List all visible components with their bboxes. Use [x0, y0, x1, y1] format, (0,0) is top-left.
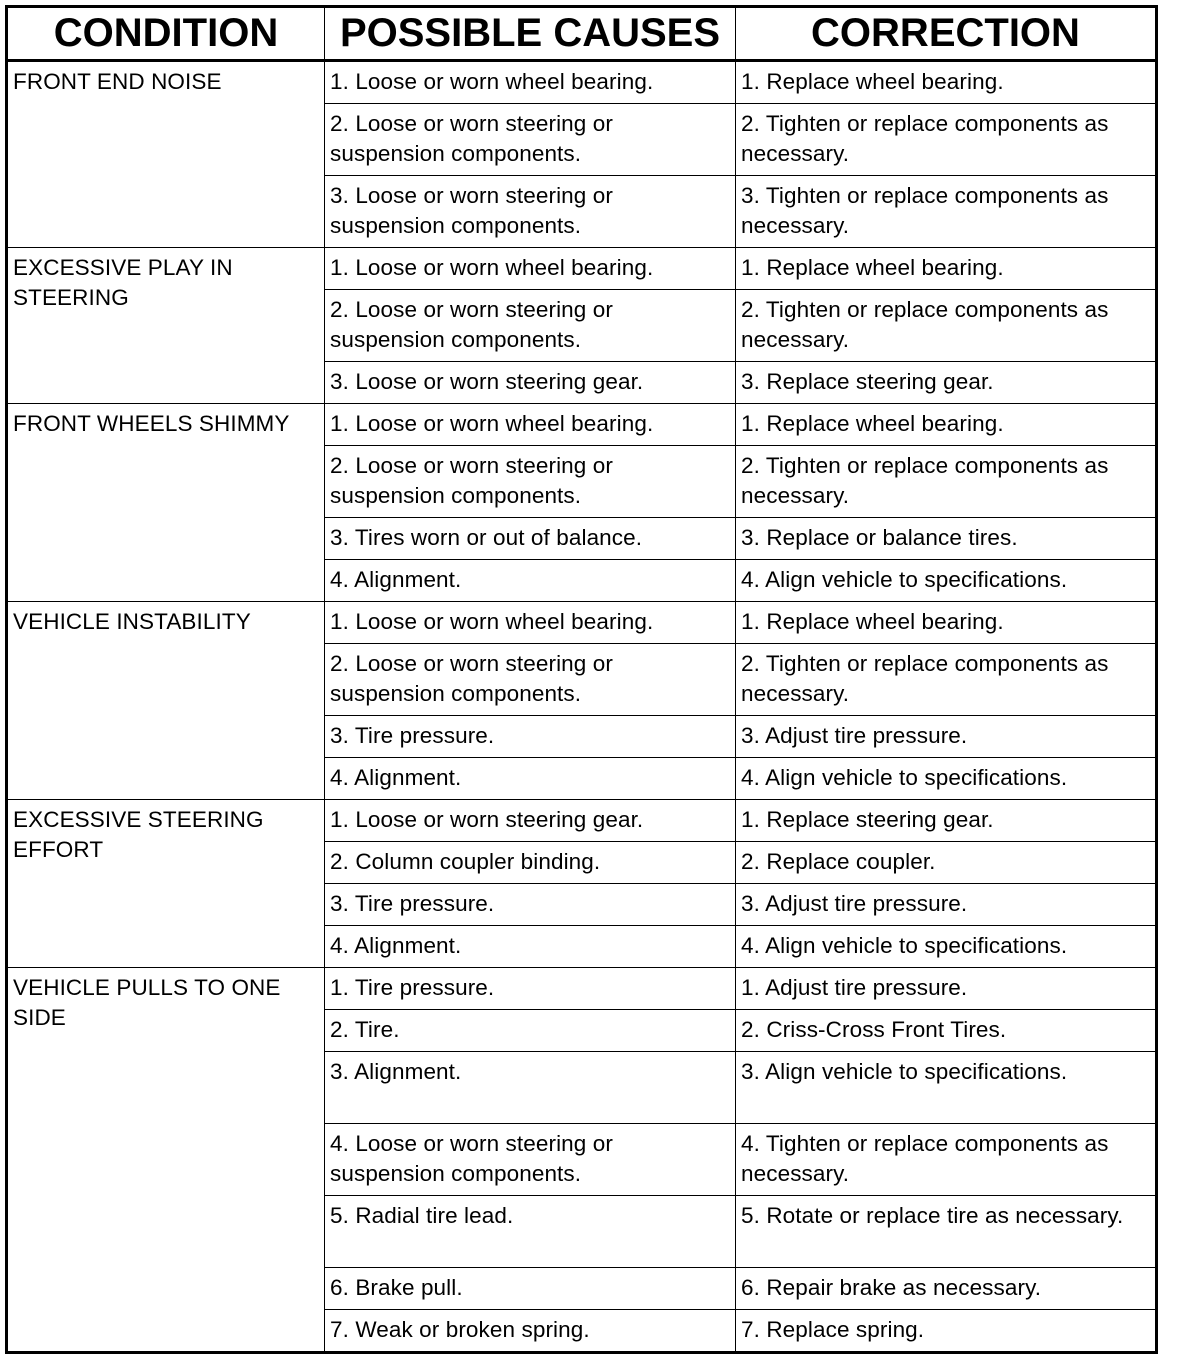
cause-cell: 3. Tire pressure. — [325, 716, 736, 758]
correction-cell: 1. Replace wheel bearing. — [736, 602, 1157, 644]
correction-cell: 2. Replace coupler. — [736, 842, 1157, 884]
header-possible-causes: POSSIBLE CAUSES — [325, 7, 736, 61]
correction-cell: 1. Replace wheel bearing. — [736, 61, 1157, 104]
correction-cell: 5. Rotate or replace tire as necessary. — [736, 1196, 1157, 1268]
correction-cell: 6. Repair brake as necessary. — [736, 1268, 1157, 1310]
correction-cell: 2. Tighten or replace components as necessary. — [736, 644, 1157, 716]
cause-cell: 4. Alignment. — [325, 926, 736, 968]
cause-cell: 2. Column coupler binding. — [325, 842, 736, 884]
correction-cell: 4. Align vehicle to specifications. — [736, 758, 1157, 800]
table-row — [7, 800, 1157, 842]
correction-cell: 3. Tighten or replace components as necessary. — [736, 176, 1157, 248]
cause-cell: 2. Loose or worn steering or suspension components. — [325, 644, 736, 716]
cause-cell: 1. Loose or worn wheel bearing. — [325, 248, 736, 290]
correction-cell: 2. Tighten or replace components as necessary. — [736, 446, 1157, 518]
cause-cell: 6. Brake pull. — [325, 1268, 736, 1310]
cause-cell: 1. Loose or worn steering gear. — [325, 800, 736, 842]
cause-cell: 1. Tire pressure. — [325, 968, 736, 1010]
table-row — [7, 248, 1157, 290]
header-condition: CONDITION — [7, 7, 325, 61]
condition-cell: VEHICLE INSTABILITY — [7, 602, 325, 800]
cause-cell: 2. Loose or worn steering or suspension components. — [325, 104, 736, 176]
correction-cell: 1. Replace wheel bearing. — [736, 248, 1157, 290]
correction-cell: 4. Tighten or replace components as necessary. — [736, 1124, 1157, 1196]
condition-cell: VEHICLE PULLS TO ONE SIDE — [7, 968, 325, 1353]
cause-cell: 2. Loose or worn steering or suspension components. — [325, 290, 736, 362]
correction-cell: 1. Adjust tire pressure. — [736, 968, 1157, 1010]
correction-cell: 2. Tighten or replace components as necessary. — [736, 290, 1157, 362]
correction-cell: 3. Replace steering gear. — [736, 362, 1157, 404]
correction-cell: 1. Replace steering gear. — [736, 800, 1157, 842]
condition-cell: EXCESSIVE STEERING EFFORT — [7, 800, 325, 968]
correction-cell: 4. Align vehicle to specifications. — [736, 926, 1157, 968]
correction-cell: 4. Align vehicle to specifications. — [736, 560, 1157, 602]
cause-cell: 3. Loose or worn steering gear. — [325, 362, 736, 404]
cause-cell: 4. Alignment. — [325, 560, 736, 602]
header-correction: CORRECTION — [736, 7, 1157, 61]
condition-cell: FRONT END NOISE — [7, 61, 325, 248]
cause-cell: 4. Loose or worn steering or suspension components. — [325, 1124, 736, 1196]
header-row — [7, 7, 1157, 61]
correction-cell: 2. Criss-Cross Front Tires. — [736, 1010, 1157, 1052]
correction-cell: 3. Adjust tire pressure. — [736, 716, 1157, 758]
cause-cell: 3. Alignment. — [325, 1052, 736, 1124]
correction-cell: 3. Adjust tire pressure. — [736, 884, 1157, 926]
correction-cell: 1. Replace wheel bearing. — [736, 404, 1157, 446]
condition-cell: EXCESSIVE PLAY IN STEERING — [7, 248, 325, 404]
cause-cell: 3. Tire pressure. — [325, 884, 736, 926]
table-row — [7, 602, 1157, 644]
correction-cell: 7. Replace spring. — [736, 1310, 1157, 1353]
table-row — [7, 404, 1157, 446]
cause-cell: 3. Tires worn or out of balance. — [325, 518, 736, 560]
cause-cell: 2. Loose or worn steering or suspension components. — [325, 446, 736, 518]
diagnosis-table — [5, 5, 1158, 1354]
cause-cell: 4. Alignment. — [325, 758, 736, 800]
cause-cell: 1. Loose or worn wheel bearing. — [325, 61, 736, 104]
cause-cell: 1. Loose or worn wheel bearing. — [325, 404, 736, 446]
correction-cell: 2. Tighten or replace components as necessary. — [736, 104, 1157, 176]
table-row — [7, 968, 1157, 1010]
correction-cell: 3. Align vehicle to specifications. — [736, 1052, 1157, 1124]
cause-cell: 1. Loose or worn wheel bearing. — [325, 602, 736, 644]
cause-cell: 7. Weak or broken spring. — [325, 1310, 736, 1353]
cause-cell: 3. Loose or worn steering or suspension components. — [325, 176, 736, 248]
cause-cell: 5. Radial tire lead. — [325, 1196, 736, 1268]
correction-cell: 3. Replace or balance tires. — [736, 518, 1157, 560]
cause-cell: 2. Tire. — [325, 1010, 736, 1052]
condition-cell: FRONT WHEELS SHIMMY — [7, 404, 325, 602]
table-row — [7, 61, 1157, 104]
